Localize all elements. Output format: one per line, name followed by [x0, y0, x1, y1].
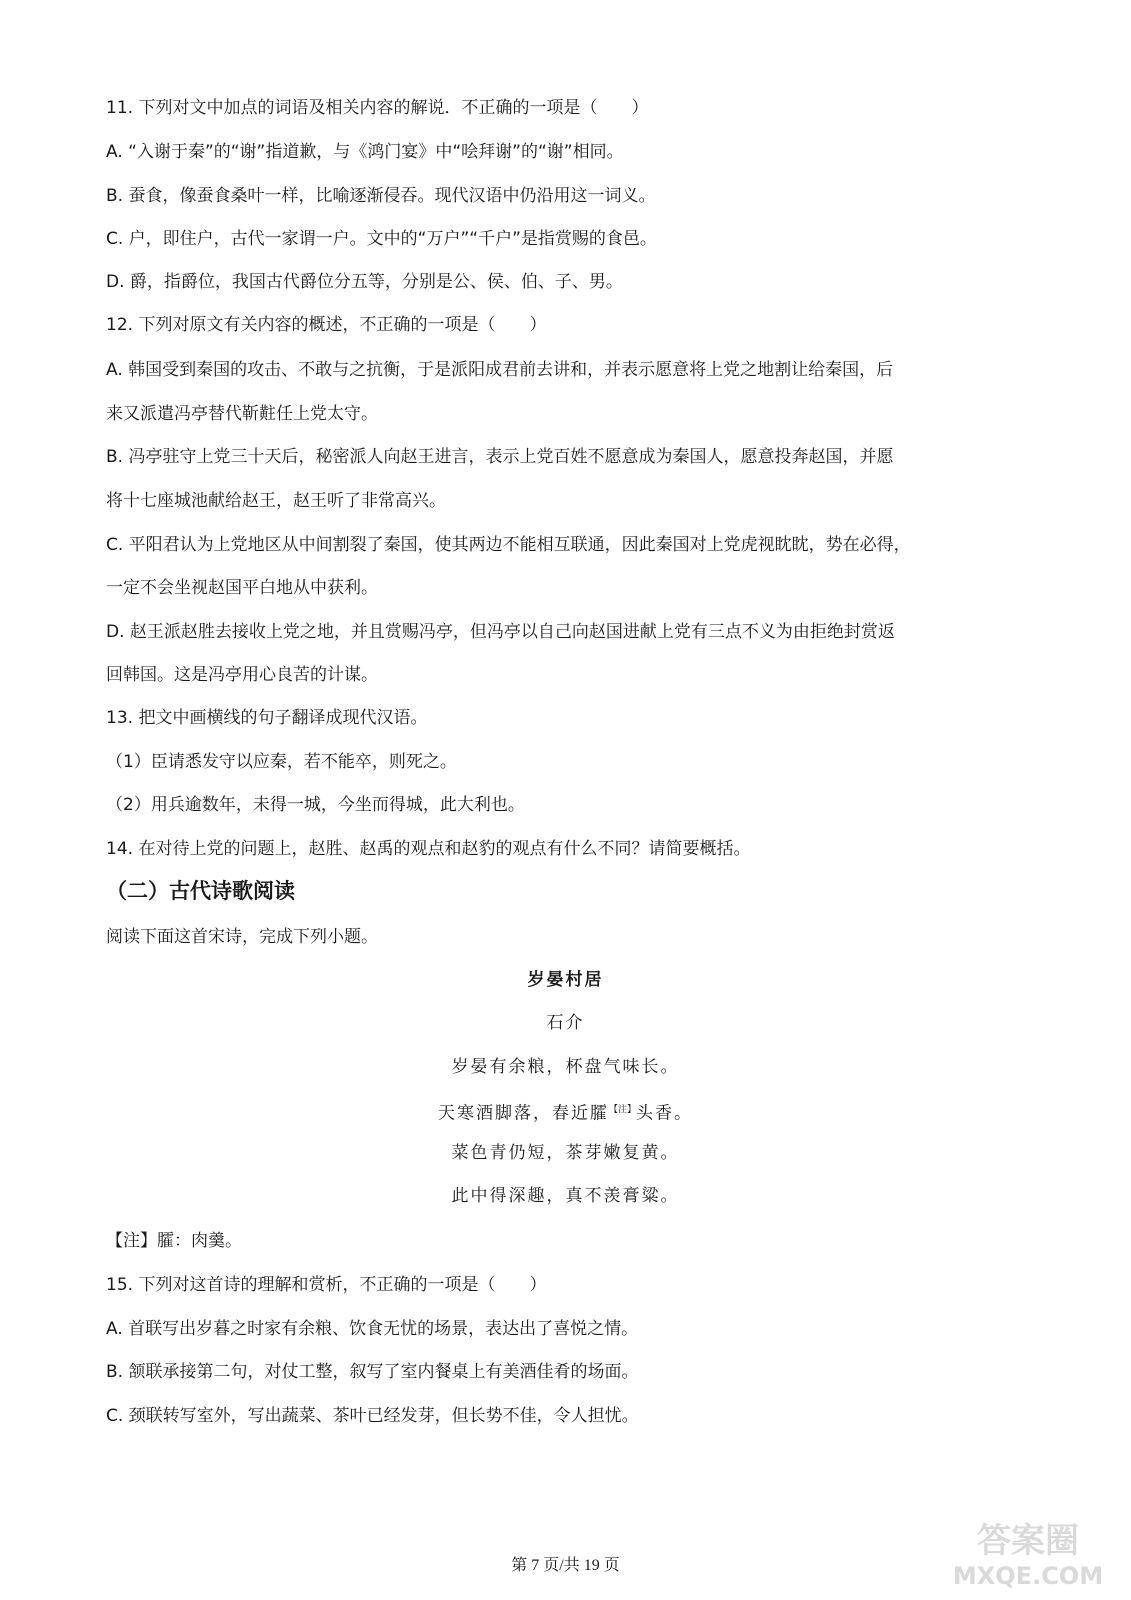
q12-option-a-line2: 来又派遣冯亭替代靳黈任上党太守。: [106, 404, 378, 424]
q12-option-a-line1: A. 韩国受到秦国的攻击、不敢与之抗衡，于是派阳成君前去讲和，并表示愿意将上党之地割让给秦国，后: [106, 360, 894, 380]
q12-option-c-line2: 一定不会坐视赵国平白地从中获利。: [106, 578, 378, 598]
poem-note: 【注】臛：肉羹。: [106, 1231, 242, 1251]
q14-stem: 14. 在对待上党的问题上，赵胜、赵禹的观点和赵豹的观点有什么不同？请简要概括。: [106, 839, 751, 859]
q12-option-c-line1: C. 平阳君认为上党地区从中间割裂了秦国，使其两边不能相互联通，因此秦国对上党虎视眈眈，势在必得，: [106, 535, 911, 555]
poem-line-2: [0, 1098, 1131, 1126]
q15-option-a: A. 首联写出岁暮之时家有余粮、饮食无忧的场景，表达出了喜悦之情。: [106, 1319, 639, 1339]
q11-option-b: B. 蚕食，像蚕食桑叶一样，比喻逐渐侵吞。现代汉语中仍沿用这一词义。: [106, 186, 656, 206]
q11-option-a: A. “入谢于秦”的“谢”指道歉，与《鸿门宴》中“哙拜谢”的“谢”相同。: [106, 142, 624, 162]
q11-option-d: D. 爵，指爵位，我国古代爵位分五等，分别是公、侯、伯、子、男。: [106, 272, 623, 292]
poem-title: 岁晏村居: [527, 970, 604, 990]
footnote-marker: 【注】: [608, 1105, 636, 1115]
poem-line-1: 岁晏有余粮，杯盘气味长。: [451, 1057, 680, 1077]
q15-option-c: C. 颈联转写室外，写出蔬菜、茶叶已经发芽，但长势不佳，令人担忧。: [106, 1406, 639, 1426]
q12-option-d-line1: D. 赵王派赵胜去接收上党之地，并且赏赐冯亭，但冯亭以自己向赵国进献上党有三点不义为由拒绝封赏返: [106, 622, 895, 642]
q11-stem: 11. 下列对文中加点的词语及相关内容的解说．不正确的一项是（ ）: [106, 98, 649, 118]
q13-sentence-2: （2）用兵逾数年，未得一城，今坐而得城，此大利也。: [106, 795, 525, 815]
poem-line-2-pre: 天寒酒脚落，春近臛: [437, 1103, 609, 1124]
section-intro: 阅读下面这首宋诗，完成下列小题。: [106, 927, 378, 947]
q12-option-d-line2: 回韩国。这是冯亭用心良苦的计谋。: [106, 665, 378, 685]
q11-option-c: C. 户，即住户，古代一家谓一户。文中的“万户”“千户”是指赏赐的食邑。: [106, 229, 657, 249]
poem-author: 石介: [546, 1013, 585, 1033]
q15-option-b: B. 颔联承接第二句，对仗工整，叙写了室内餐桌上有美酒佳肴的场面。: [106, 1362, 639, 1382]
watermark-text-en: MXQE.COM: [952, 1562, 1104, 1590]
section-heading: （二）古代诗歌阅读: [106, 878, 295, 903]
q15-stem: 15. 下列对这首诗的理解和赏析，不正确的一项是（ ）: [106, 1275, 547, 1295]
q12-option-b-line1: B. 冯亭驻守上党三十天后，秘密派人向赵王进言，表示上党百姓不愿意成为秦国人，愿意投奔赵国，并愿: [106, 447, 894, 467]
watermark-logo: [943, 1512, 1113, 1594]
q12-stem: 12. 下列对原文有关内容的概述，不正确的一项是（ ）: [106, 315, 547, 335]
watermark-text-cn: 答案圈: [977, 1521, 1079, 1561]
q13-stem: 13. 把文中画横线的句子翻译成现代汉语。: [106, 708, 428, 728]
q12-option-b-line2: 将十七座城池献给赵王，赵王听了非常高兴。: [106, 491, 446, 511]
poem-line-2-post: 头香。: [636, 1103, 693, 1124]
poem-line-3: 菜色青仍短，茶芽嫩复黄。: [451, 1143, 680, 1163]
page-number: 第 7 页/共 19 页: [511, 1557, 620, 1574]
poem-line-4: 此中得深趣，真不羡膏粱。: [451, 1186, 680, 1206]
q13-sentence-1: （1）臣请悉发守以应秦，若不能卒，则死之。: [106, 752, 457, 772]
